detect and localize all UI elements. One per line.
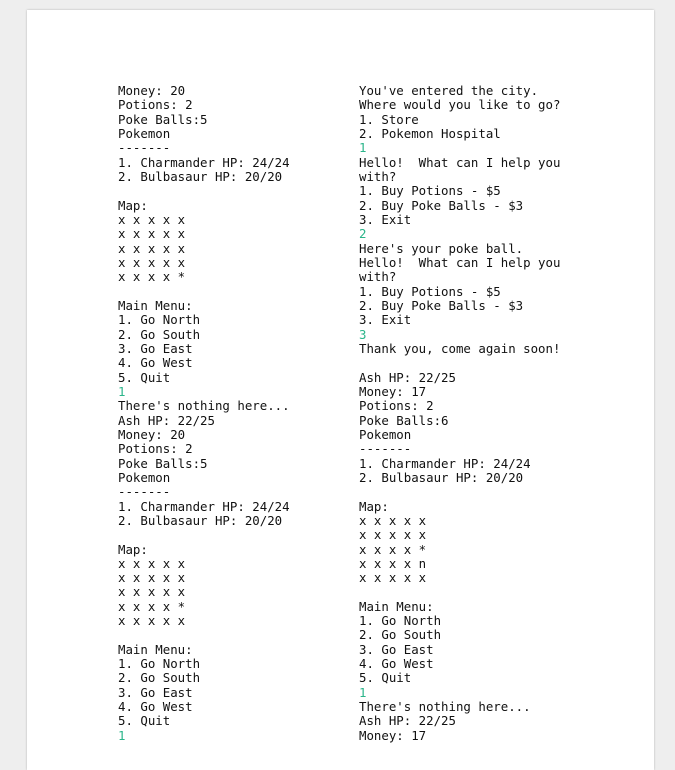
console-output-line: with? [359,168,397,184]
console-output-line: Hello! What can I help you [359,254,561,270]
console-output-line: 1. Charmander HP: 24/24 [359,455,531,471]
console-output-line: There's nothing here... [118,398,290,414]
console-output-line [359,485,560,499]
console-output-line: Map: [359,498,389,514]
console-output-line: x x x x x [118,254,186,270]
console-output-line: 3. Go East [118,340,193,356]
console-output-line: 2. Go South [118,326,201,342]
console-output-line: Poke Balls:5 [118,455,208,471]
console-output-line: 1. Store [359,111,419,127]
console-output-line: 2. Bulbasaur HP: 20/20 [359,469,524,485]
console-output-line: with? [359,269,397,285]
console-output-line: Pokemon [118,469,171,485]
console-output-line: x x x x x [359,570,427,586]
console-output-line: Hello! What can I help you [359,154,561,170]
console-output-line: There's nothing here... [359,699,531,715]
console-output-line: x x x x n [359,555,427,571]
console-output-line: 2. Buy Poke Balls - $3 [359,297,524,313]
console-output-line: Ash HP: 22/25 [118,412,215,428]
console-output-line: 2. Bulbasaur HP: 20/20 [118,512,283,528]
console-output-line: Map: [118,197,148,213]
console-output-line: Thank you, come again soon! [359,340,561,356]
console-output-line: ------- [118,484,171,500]
console-output-line [118,184,290,198]
console-output-line: 3. Go East [118,684,193,700]
console-output-line: 3. Exit [359,211,412,227]
console-output-line: Map: [118,541,148,557]
console-input-line: 1 [118,727,126,743]
console-output-line [359,356,560,370]
console-output-line: 1. Go North [118,656,201,672]
console-output-line: Money: 20 [118,83,186,98]
console-output-line: 2. Go South [118,670,201,686]
console-output-line [118,528,290,542]
console-output-line: x x x x x [118,226,186,242]
console-output-line: 1. Go North [359,613,442,629]
console-output-line: Poke Balls:5 [118,111,208,127]
console-output-line: 3. Go East [359,641,434,657]
console-column-right [359,84,560,743]
console-output-line: x x x x x [118,211,186,227]
console-output-line: Where would you like to go? [359,97,561,113]
console-output-line: 1. Go North [118,312,201,328]
console-output-line: Potions: 2 [118,441,193,457]
console-output-line: Main Menu: [118,297,193,313]
console-output-line: 3. Exit [359,312,412,328]
console-output-line: ------- [118,140,171,156]
console-output-line: Potions: 2 [118,97,193,113]
console-output-line: x x x x x [359,527,427,543]
console-output-line: Pokemon [118,125,171,141]
console-input-line: 1 [359,140,367,156]
console-output-line: ------- [359,441,412,457]
console-output-line: Pokemon [359,426,412,442]
console-output-line: x x x x x [118,555,186,571]
console-input-line: 2 [359,226,367,242]
console-output-line: x x x x x [118,240,186,256]
console-output-line: 2. Bulbasaur HP: 20/20 [118,168,283,184]
console-output-line: Here's your poke ball. [359,240,524,256]
console-output-page [27,10,654,770]
console-output-line: 1. Buy Potions - $5 [359,283,501,299]
console-output-line: 4. Go West [359,656,434,672]
console-output-line: 1. Buy Potions - $5 [359,183,501,199]
console-output-line: x x x x * [118,598,186,614]
console-output-line: x x x x x [118,570,186,586]
console-output-line: 5. Quit [359,670,412,686]
console-output-line [359,585,560,599]
console-output-line: x x x x * [118,269,186,285]
console-input-line: 1 [359,684,367,700]
console-output-line: 2. Go South [359,627,442,643]
console-input-line: 1 [118,383,126,399]
console-output-line: 5. Quit [118,369,171,385]
console-column-left [118,84,290,743]
console-output-line: x x x x x [359,512,427,528]
console-output-line: 2. Pokemon Hospital [359,125,501,141]
console-output-line: Poke Balls:6 [359,412,449,428]
console-output-line: 4. Go West [118,699,193,715]
console-output-line: Ash HP: 22/25 [359,369,456,385]
console-input-line: 3 [359,326,367,342]
console-output-line: Main Menu: [359,598,434,614]
console-output-line: 1. Charmander HP: 24/24 [118,154,290,170]
console-output-line: Ash HP: 22/25 [359,713,456,729]
console-output-line: Money: 17 [359,383,427,399]
console-output-line: 4. Go West [118,355,193,371]
console-output-line [118,628,290,642]
console-output-line: Potions: 2 [359,398,434,414]
console-output-line: Money: 17 [359,727,427,743]
console-output-line: You've entered the city. [359,83,539,98]
console-output-line: Money: 20 [118,426,186,442]
console-output-line: x x x x x [118,613,186,629]
console-output-line: 1. Charmander HP: 24/24 [118,498,290,514]
console-output-line [118,285,290,299]
console-output-line: 5. Quit [118,713,171,729]
console-output-line: x x x x x [118,584,186,600]
console-output-line: x x x x * [359,541,427,557]
console-output-line: 2. Buy Poke Balls - $3 [359,197,524,213]
console-output-line: Main Menu: [118,641,193,657]
